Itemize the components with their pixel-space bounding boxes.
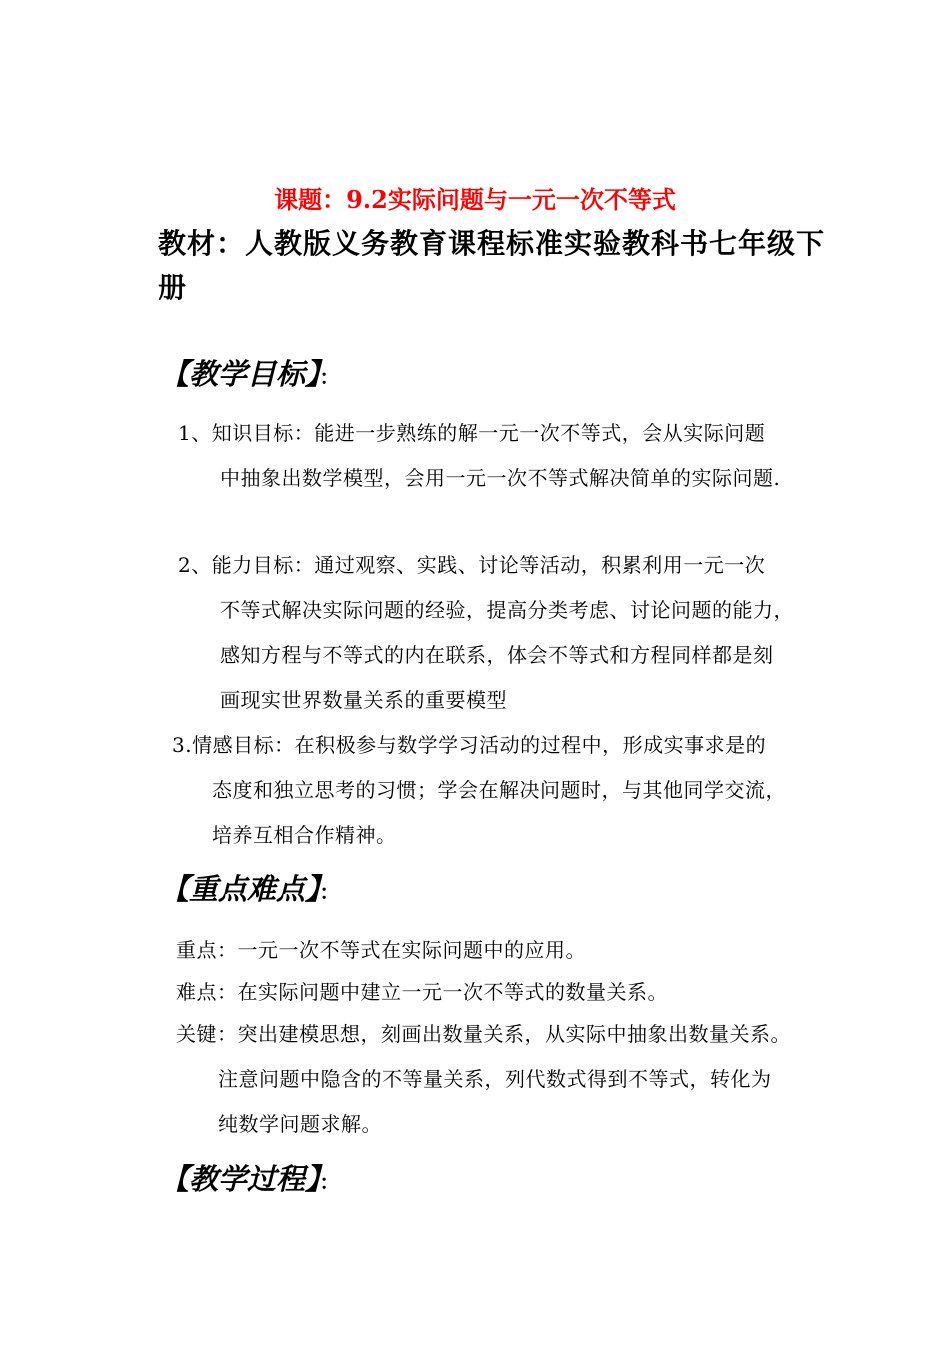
objectives-heading-colon: ： <box>319 365 340 389</box>
objectives-heading <box>160 357 340 391</box>
textbook-line-2: 册 <box>158 271 188 304</box>
key-line-3: 纯数学问题求解。 <box>218 1112 382 1136</box>
knowledge-objective-line-2: 中抽象出数学模型，会用一元一次不等式解决简单的实际问题. <box>220 466 781 490</box>
emotion-objective-line-2: 态度和独立思考的习惯；学会在解决问题时，与其他同学交流， <box>212 778 786 802</box>
objectives-heading-text: 【教学目标】 <box>160 357 320 391</box>
ability-objective-line-3: 感知方程与不等式的内在联系，体会不等式和方程同样都是刻 <box>220 643 774 667</box>
process-heading <box>160 1162 340 1196</box>
knowledge-objective-line-1: 1、知识目标：能进一步熟练的解一元一次不等式，会从实际问题 <box>178 421 766 445</box>
lesson-title: 课题：9.2实际问题与一元一次不等式 <box>274 185 676 214</box>
ability-objective-line-4: 画现实世界数量关系的重要模型 <box>220 688 507 712</box>
ability-objective-line-2: 不等式解决实际问题的经验，提高分类考虑、讨论问题的能力， <box>220 598 794 622</box>
process-heading-text: 【教学过程】 <box>160 1162 320 1196</box>
emotion-objective-line-1: 3.情感目标：在积极参与数学学习活动的过程中，形成实事求是的 <box>172 733 767 757</box>
ability-objective-line-1: 2、能力目标：通过观察、实践、讨论等活动，积累利用一元一次 <box>178 553 766 577</box>
difficulty-line: 难点：在实际问题中建立一元一次不等式的数量关系。 <box>176 980 668 1004</box>
process-heading-colon: ： <box>319 1170 340 1194</box>
emotion-objective-line-3: 培养互相合作精神。 <box>212 823 397 847</box>
key-points-heading-text: 【重点难点】 <box>160 872 320 906</box>
textbook-line-1: 教材：人教版义务教育课程标准实验教科书七年级下 <box>158 227 826 260</box>
key-line-2: 注意问题中隐含的不等量关系，列代数式得到不等式，转化为 <box>218 1067 772 1091</box>
key-points-heading-colon: ： <box>319 880 340 904</box>
key-points-heading <box>160 872 340 906</box>
key-point-line: 重点：一元一次不等式在实际问题中的应用。 <box>176 938 586 962</box>
key-line-1: 关键：突出建模思想，刻画出数量关系，从实际中抽象出数量关系。 <box>176 1022 791 1046</box>
